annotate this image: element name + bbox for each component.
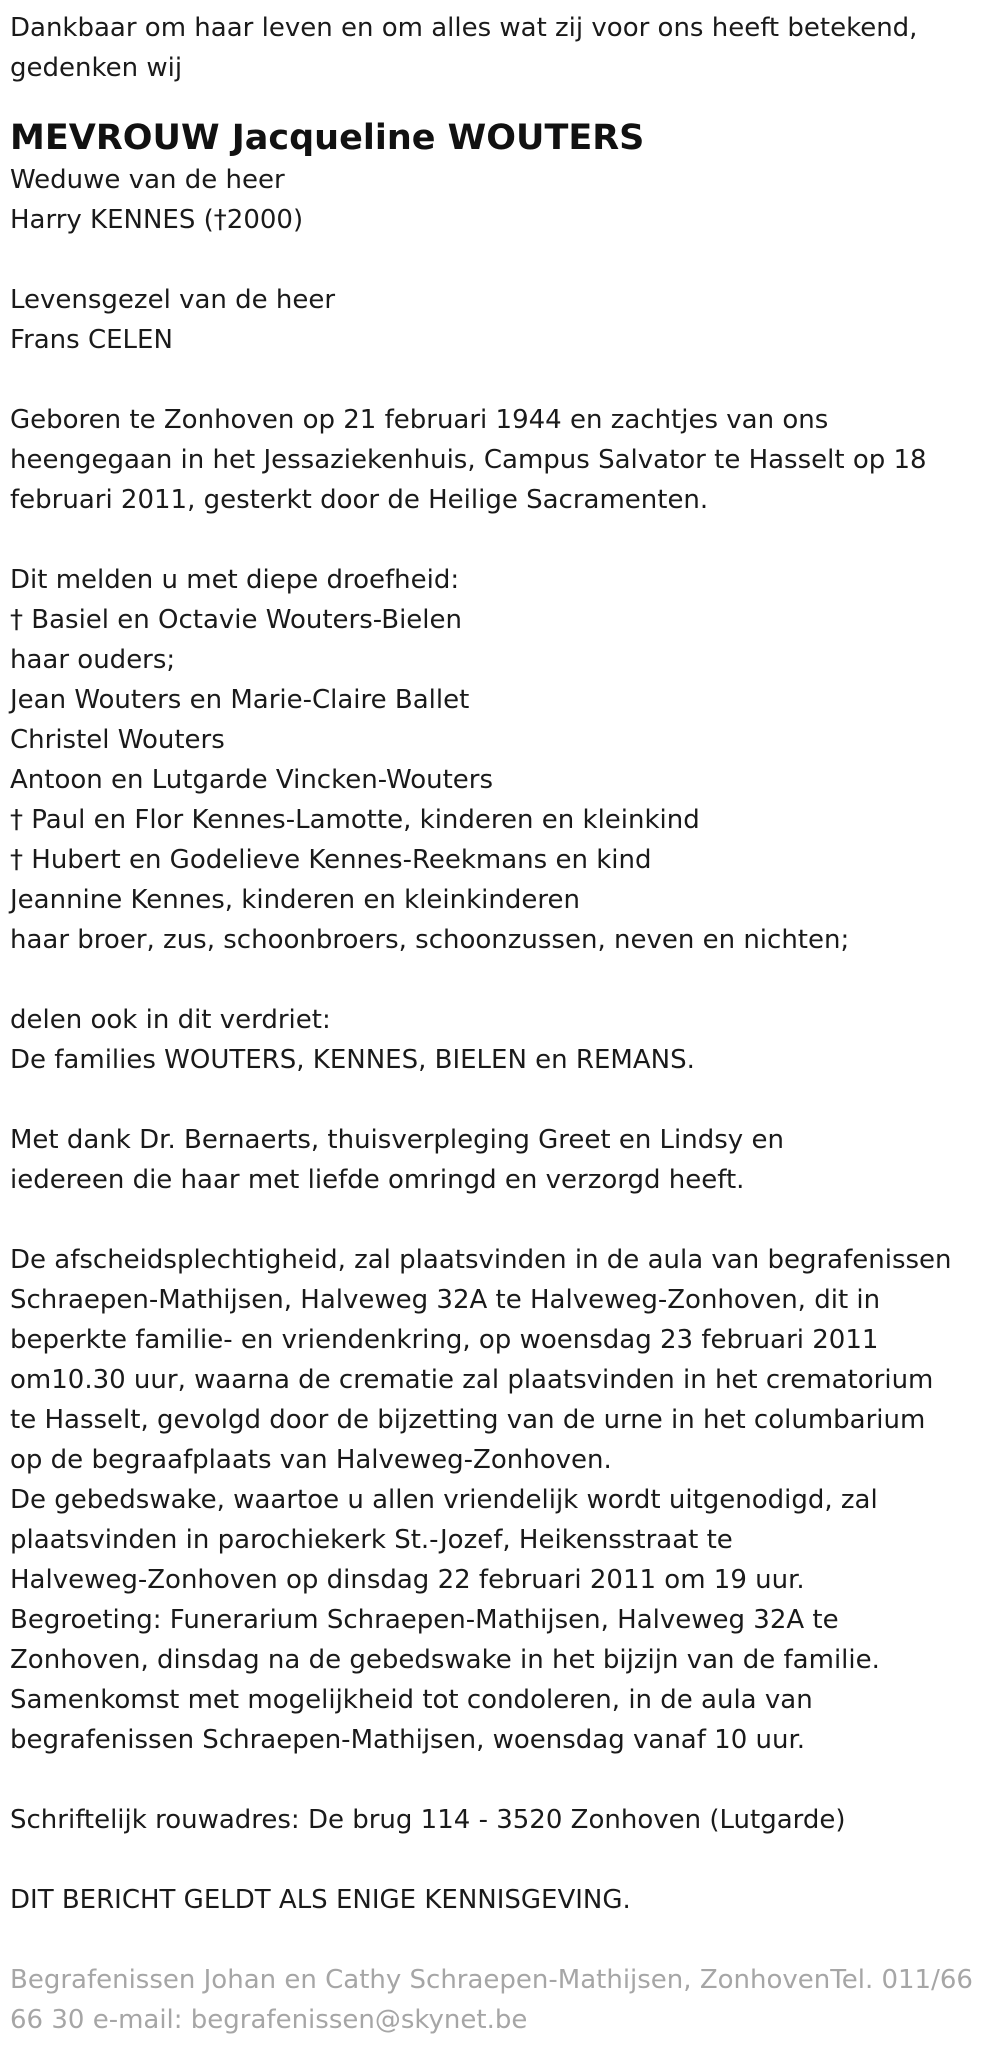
obituary-notice <box>10 8 985 2040</box>
families-line: delen ook in dit verdriet: <box>10 1005 331 1035</box>
announcement-line: Jean Wouters en Marie-Claire Ballet <box>10 685 470 715</box>
notice-statement: DIT BERICHT GELDT ALS ENIGE KENNISGEVING. <box>10 1885 631 1915</box>
spacer <box>10 1080 985 1120</box>
spacer <box>10 1760 985 1800</box>
spacer <box>10 960 985 1000</box>
intro-section <box>10 8 985 88</box>
birth-death-section <box>10 400 985 520</box>
announcement-line: haar ouders; <box>10 645 176 675</box>
ceremony-line: te Hasselt, gevolgd door de bijzetting van de urne in het columbarium <box>10 1405 926 1435</box>
intro-line: gedenken wij <box>10 53 183 83</box>
footer-line: Begrafenissen Johan en Cathy Schraepen-Mathijsen, ZonhovenTel. 011/66 <box>10 1965 973 1995</box>
ceremony-line: Begroeting: Funerarium Schraepen-Mathijsen, Halveweg 32A te <box>10 1605 839 1635</box>
ceremony-line: De gebedswake, waartoe u allen vriendelijk wordt uitgenodigd, zal <box>10 1485 878 1515</box>
ceremony-line: Samenkomst met mogelijkheid tot condoleren, in de aula van <box>10 1685 813 1715</box>
announcement-line: Antoon en Lutgarde Vincken-Wouters <box>10 765 494 795</box>
ceremony-line: op de begraafplaats van Halveweg-Zonhoven. <box>10 1445 612 1475</box>
thanks-section <box>10 1120 985 1200</box>
announcement-line: Christel Wouters <box>10 725 225 755</box>
footer-line: 66 30 e-mail: begrafenissen@skynet.be <box>10 2005 528 2035</box>
ceremony-line: begrafenissen Schraepen-Mathijsen, woensdag vanaf 10 uur. <box>10 1725 806 1755</box>
announcement-line: haar broer, zus, schoonbroers, schoonzussen, neven en nichten; <box>10 925 850 955</box>
birth-death-line: heengegaan in het Jessaziekenhuis, Campus Salvator te Hasselt op 18 <box>10 445 927 475</box>
birth-death-line: Geboren te Zonhoven op 21 februari 1944 en zachtjes van ons <box>10 405 829 435</box>
partner-line: Levensgezel van de heer <box>10 285 336 315</box>
families-line: De families WOUTERS, KENNES, BIELEN en REMANS. <box>10 1045 695 1075</box>
birth-death-line: februari 2011, gesterkt door de Heilige Sacramenten. <box>10 485 709 515</box>
announcement-line: † Paul en Flor Kennes-Lamotte, kinderen en kleinkind <box>10 805 700 835</box>
deceased-name: MEVROUW Jacqueline WOUTERS <box>10 118 645 158</box>
ceremony-section <box>10 1240 985 1760</box>
funeral-home-footer <box>10 1960 985 2040</box>
ceremony-line: Zonhoven, dinsdag na de gebedswake in het bijzijn van de familie. <box>10 1645 880 1675</box>
announcement-section <box>10 560 985 960</box>
thanks-line: iedereen die haar met liefde omringd en verzorgd heeft. <box>10 1165 745 1195</box>
ceremony-line: beperkte familie- en vriendenkring, op woensdag 23 februari 2011 <box>10 1325 879 1355</box>
announcement-line: Jeannine Kennes, kinderen en kleinkinderen <box>10 885 580 915</box>
ceremony-line: Halveweg-Zonhoven op dinsdag 22 februari 2011 om 19 uur. <box>10 1565 805 1595</box>
intro-line: Dankbaar om haar leven en om alles wat zij voor ons heeft betekend, <box>10 13 918 43</box>
partner-line: Frans CELEN <box>10 325 173 355</box>
spacer <box>10 1200 985 1240</box>
spacer <box>10 520 985 560</box>
announcement-line: † Basiel en Octavie Wouters-Bielen <box>10 605 462 635</box>
thanks-line: Met dank Dr. Bernaerts, thuisverpleging Greet en Lindsy en <box>10 1125 784 1155</box>
spacer <box>10 240 985 280</box>
ceremony-line: plaatsvinden in parochiekerk St.-Jozef, Heikensstraat te <box>10 1525 733 1555</box>
spacer <box>10 1920 985 1960</box>
families-section <box>10 1000 985 1080</box>
spouse-section <box>10 160 985 240</box>
ceremony-line: Schraepen-Mathijsen, Halveweg 32A te Halveweg-Zonhoven, dit in <box>10 1285 881 1315</box>
spacer <box>10 360 985 400</box>
ceremony-line: om10.30 uur, waarna de crematie zal plaatsvinden in het crematorium <box>10 1365 934 1395</box>
spacer <box>10 1840 985 1880</box>
mourning-address: Schriftelijk rouwadres: De brug 114 - 3520 Zonhoven (Lutgarde) <box>10 1805 846 1835</box>
ceremony-line: De afscheidsplechtigheid, zal plaatsvinden in de aula van begrafenissen <box>10 1245 952 1275</box>
spouse-line: Weduwe van de heer <box>10 165 285 195</box>
partner-section <box>10 280 985 360</box>
announcement-line: † Hubert en Godelieve Kennes-Reekmans en kind <box>10 845 652 875</box>
spouse-line: Harry KENNES (†2000) <box>10 205 304 235</box>
announcement-line: Dit melden u met diepe droefheid: <box>10 565 460 595</box>
